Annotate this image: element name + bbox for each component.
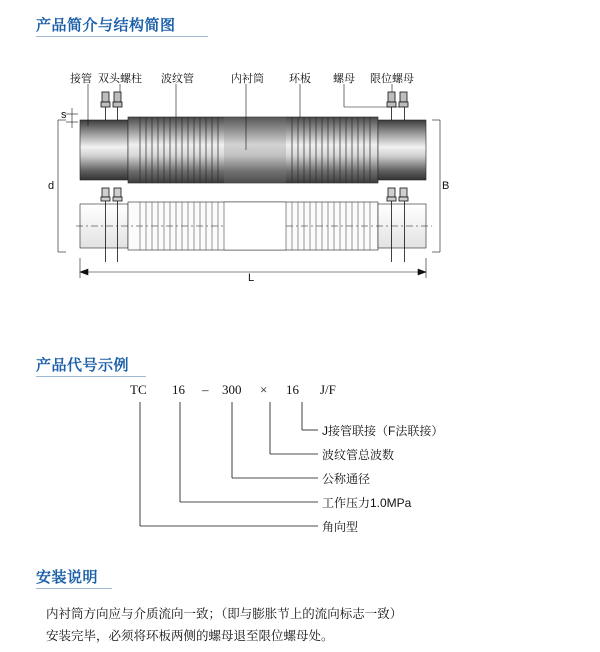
part-label-5: 螺母 — [333, 73, 355, 85]
code-desc-0: J接管联接（F法联接） — [322, 424, 444, 438]
code-token-1: 16 — [172, 382, 185, 397]
part-label-2: 波纹管 — [161, 73, 194, 85]
part-label-4: 环板 — [289, 73, 311, 85]
code-desc-1: 波纹管总波数 — [322, 448, 395, 462]
code-token-0: TC — [130, 382, 147, 397]
section-underline-3 — [36, 588, 112, 589]
code-desc-3: 工作压力1.0MPa — [322, 496, 412, 510]
dimension-label-s: s — [61, 109, 67, 121]
code-desc-2: 公称通径 — [322, 472, 371, 486]
structure-diagram-svg — [48, 62, 508, 292]
section-title-installation: 安装说明 — [36, 569, 99, 586]
section-title-product-intro: 产品简介与结构简图 — [36, 17, 176, 34]
install-note-1: 内衬筒方向应与介质流向一致；（即与膨胀节上的流向标志一致） — [46, 607, 403, 621]
code-token-5: 16 — [286, 382, 299, 397]
section-title-product-code: 产品代号示例 — [36, 357, 130, 374]
code-desc-4: 角向型 — [322, 520, 359, 534]
structure-diagram — [48, 62, 508, 292]
dimension-label-B: B — [442, 180, 450, 192]
dimension-label-L: L — [248, 272, 255, 284]
section-underline-1 — [36, 36, 208, 37]
product-code-leader-lines — [110, 382, 510, 542]
section-underline-2 — [36, 376, 146, 377]
part-label-3: 内衬筒 — [231, 73, 264, 85]
part-label-1: 双头螺柱 — [98, 73, 142, 85]
code-token-2: – — [202, 382, 209, 397]
code-token-6: J/F — [320, 382, 336, 397]
product-code-diagram — [110, 382, 510, 542]
dimension-label-d: d — [48, 180, 55, 192]
code-token-4: × — [260, 382, 268, 397]
install-note-2: 安装完毕，必须将环板两侧的螺母退至限位螺母处。 — [46, 629, 334, 643]
part-label-0: 接管 — [70, 73, 92, 85]
part-label-6: 限位螺母 — [370, 73, 414, 85]
code-token-3: 300 — [222, 382, 242, 397]
